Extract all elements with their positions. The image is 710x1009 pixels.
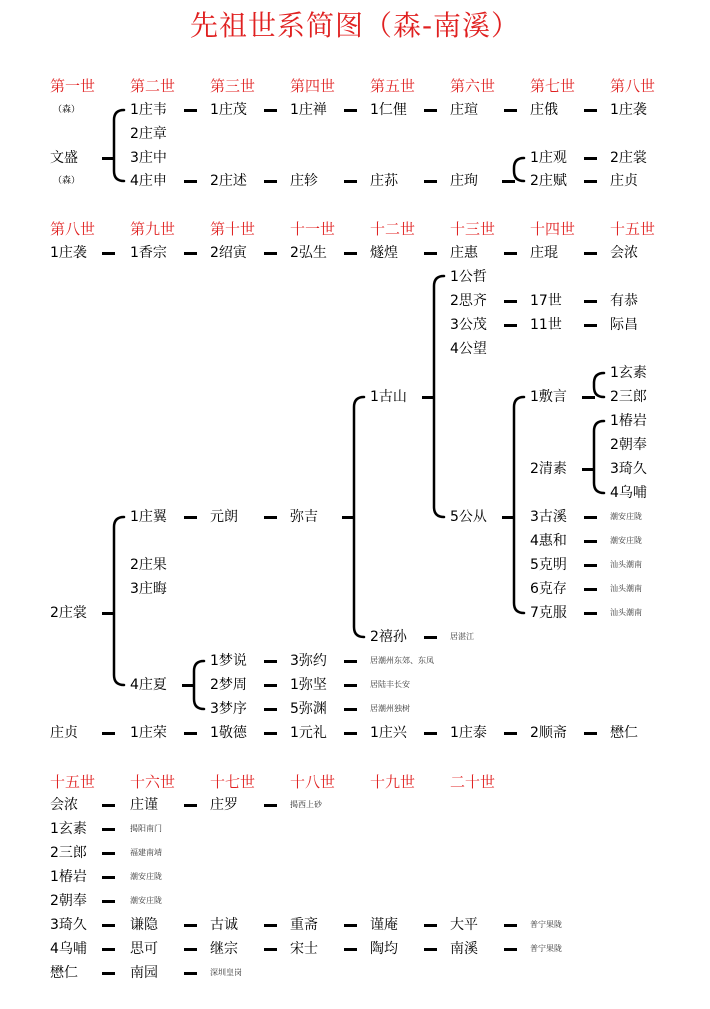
person-name: 2庄赋 [530,173,567,189]
chart-title: 先祖世系简图（森-南溪） [189,9,521,42]
connector [182,684,195,687]
location-note: 潮安庄陇 [610,512,642,521]
connector [424,180,437,183]
connector [184,516,197,519]
location-note: 潮安庄陇 [610,536,642,545]
person-name: 2庄果 [130,557,167,573]
connector [584,300,597,303]
person-name: 2梦周 [210,677,247,693]
connector [102,948,115,951]
person-name: 庄惠 [450,245,478,261]
person-name: 4庄申 [130,173,167,189]
person-name: 文盛 [50,150,78,166]
person-name: 6克存 [530,581,567,597]
gen-label: 十七世 [210,773,256,791]
connector [584,612,597,615]
person-name: 2三郎 [50,845,87,861]
gen-label: 二十世 [450,773,496,791]
connector [102,157,115,160]
person-name: 3梦序 [210,701,247,717]
person-name: 1庄禅 [290,102,327,118]
connector [504,252,517,255]
connector [184,924,197,927]
connector [584,252,597,255]
location-note: 居湛江 [450,632,474,641]
connector [102,732,115,735]
connector [344,180,357,183]
connector [584,157,597,160]
gen-label: 十五世 [610,220,656,238]
person-name: 有恭 [610,293,638,309]
connector [504,948,517,951]
connector [504,300,517,303]
gen-label: 十八世 [290,773,336,791]
bracket-miji [354,397,364,637]
person-name: 1元礼 [290,725,327,741]
connector [422,396,435,399]
person-name: 庄瑄 [450,102,478,118]
connector [584,516,597,519]
connector [184,252,197,255]
person-name: 古诚 [210,917,238,933]
gen-label: 第三世 [210,77,256,95]
location-note: 福建南靖 [130,848,162,857]
connector [264,924,277,927]
connector [424,924,437,927]
person-name: 1庄泰 [450,725,487,741]
connector [102,828,115,831]
person-name: 2禧孙 [370,629,407,645]
person-name: 庄谨 [130,797,158,813]
person-name: 3公茂 [450,317,487,333]
person-name: 2朝奉 [50,893,87,909]
person-name: 2朝奉 [610,437,647,453]
connector [344,708,357,711]
person-name: 懋仁 [610,725,638,741]
person-name: 重斋 [290,917,318,933]
person-name: 宋士 [290,941,318,957]
connector [584,588,597,591]
gen-label: 第七世 [530,77,576,95]
bracket-gongcong [514,397,524,613]
connector [264,948,277,951]
person-name: 3琦久 [610,461,647,477]
person-name: 2庄述 [210,173,247,189]
person-name: 大平 [450,917,478,933]
gen-label: 第八世 [610,77,656,95]
person-name: 1敷言 [530,389,567,405]
gen-label: 第九世 [130,220,176,238]
gen-label: 第八世 [50,220,96,238]
person-name: 谦隐 [130,917,158,933]
gen-label: 第二世 [130,77,176,95]
person-name: 弥吉 [290,509,318,525]
location-note: 潮安庄陇 [130,896,162,905]
person-name: 4惠和 [530,533,567,549]
person-name: 2三郎 [610,389,647,405]
gen-label: 十二世 [370,220,416,238]
connector [502,180,515,183]
person-name: 3庄中 [130,150,167,166]
bracket-zhuangxia [194,661,204,709]
connector [102,852,115,855]
connector [184,804,197,807]
connector [264,660,277,663]
connector [102,612,115,615]
person-name: 4公望 [450,341,487,357]
connector [344,109,357,112]
person-name: 际昌 [610,317,638,333]
person-name: 元朗 [210,509,238,525]
connector [424,948,437,951]
gen-label: 十四世 [530,220,576,238]
person-name: 庄琨 [530,245,558,261]
person-name: 1古山 [370,389,407,405]
connector [102,804,115,807]
person-name: 7克服 [530,605,567,621]
person-name: 11世 [530,317,562,333]
person-name: 2弘生 [290,245,327,261]
person-name: 庄荪 [370,173,398,189]
connector [184,109,197,112]
connector [342,516,355,519]
person-name: 庄俄 [530,102,558,118]
person-name: 陶均 [370,941,398,957]
gen-label: 第四世 [290,77,336,95]
person-name: 庄贞 [50,725,78,741]
location-note: 居潮州独树 [370,704,410,713]
person-name: 2绍寅 [210,245,247,261]
connector [504,924,517,927]
connector [344,684,357,687]
location-note: 居潮州东郊、东凤 [370,656,434,665]
person-name: 1公哲 [450,269,487,285]
person-name: 1庄茂 [210,102,247,118]
person-name: 1梦说 [210,653,247,669]
connector [264,804,277,807]
gen-label: 十三世 [450,220,496,238]
connector [264,109,277,112]
connector [424,252,437,255]
connector [584,324,597,327]
person-name: 庄珣 [450,173,478,189]
location-note: 揭西上砂 [290,800,322,809]
gen-label: 十五世 [50,773,96,791]
connector [264,252,277,255]
person-name: 谨庵 [370,917,398,933]
connector [344,660,357,663]
gen-label: 十六世 [130,773,176,791]
connector [102,252,115,255]
person-name: 1庄荣 [130,725,167,741]
connector [584,540,597,543]
location-note: 汕头潮南 [610,584,642,593]
person-name: 懋仁 [50,965,78,981]
gen-label: 第十世 [210,220,256,238]
connector [504,109,517,112]
person-name: 会浓 [610,245,638,261]
person-name: 3庄晦 [130,581,167,597]
person-name: 1椿岩 [50,869,87,885]
bracket-fuyan [594,373,604,397]
connector [264,708,277,711]
connector [184,972,197,975]
location-note: 深圳皇岗 [210,968,242,977]
connector [102,900,115,903]
gen-label: 十一世 [290,220,336,238]
connector [424,732,437,735]
person-name: 2思齐 [450,293,487,309]
connector [584,564,597,567]
person-name: 庄轸 [290,173,318,189]
connector [102,924,115,927]
person-name: 庄贞 [610,173,638,189]
person-name: 3琦久 [50,917,87,933]
location-note: 潮安庄陇 [130,872,162,881]
person-name: 燧煌 [370,245,398,261]
connector [584,732,597,735]
person-name: 庄罗 [210,797,238,813]
connector [504,732,517,735]
person-name: 会浓 [50,797,78,813]
bracket-zhuangxun [514,158,524,181]
person-name: 4乌哺 [50,941,87,957]
connector [184,180,197,183]
connector [184,948,197,951]
gen-label: 第五世 [370,77,416,95]
bracket-wensheng [114,110,124,181]
person-name: 2清素 [530,461,567,477]
person-name: 1敬德 [210,725,247,741]
person-name: 1庄袭 [610,102,647,118]
bracket-gushan [434,276,444,517]
person-name: 2庄裳 [610,150,647,166]
person-name: 1玄素 [610,365,647,381]
bracket-zhuangchang [114,517,124,685]
person-name: 1香宗 [130,245,167,261]
person-name: 3古溪 [530,509,567,525]
person-name: 3弥约 [290,653,327,669]
person-name: 1仁俚 [370,102,407,118]
person-name: 4庄夏 [130,677,167,693]
connector [424,109,437,112]
person-name: 1弥坚 [290,677,327,693]
person-name: 1椿岩 [610,413,647,429]
person-name: 1庄袭 [50,245,87,261]
connector [184,732,197,735]
location-note: 汕头潮南 [610,608,642,617]
sen-note: （森） [53,176,81,186]
person-name: 继宗 [210,941,238,957]
connector [504,324,517,327]
person-name: 南园 [130,965,158,981]
person-name: 5公从 [450,509,487,525]
person-name: 17世 [530,293,562,309]
person-name: 5弥渊 [290,701,327,717]
connector [102,876,115,879]
person-name: 思可 [130,941,158,957]
person-name: 1庄观 [530,150,567,166]
person-name: 2庄裳 [50,605,87,621]
person-name: 1庄韦 [130,102,167,118]
connector [264,684,277,687]
person-name: 2顺斋 [530,725,567,741]
person-name: 4乌哺 [610,485,647,501]
connector [344,732,357,735]
location-note: 普宁果陇 [530,920,562,929]
connector [344,252,357,255]
connector [102,972,115,975]
connector [502,516,515,519]
person-name: 1玄素 [50,821,87,837]
location-note: 居陆丰长安 [370,680,410,689]
connector [582,468,595,471]
location-note: 普宁果陇 [530,944,562,953]
connector [584,180,597,183]
connector [344,924,357,927]
person-name: 1庄翼 [130,509,167,525]
gen-label: 第六世 [450,77,496,95]
gen-label: 十九世 [370,773,416,791]
location-note: 揭阳南门 [130,824,162,833]
connector [264,516,277,519]
person-name: 2庄章 [130,126,167,142]
gen-label: 第一世 [50,77,96,95]
connector [584,109,597,112]
bracket-qingsu [594,421,604,493]
connector [424,636,437,639]
location-note: 汕头潮南 [610,560,642,569]
connector [582,396,595,399]
person-name: 5克明 [530,557,567,573]
connector [264,732,277,735]
connector [344,948,357,951]
sen-note: （森） [53,105,81,115]
connector [264,180,277,183]
person-name: 南溪 [450,941,478,957]
person-name: 1庄兴 [370,725,407,741]
